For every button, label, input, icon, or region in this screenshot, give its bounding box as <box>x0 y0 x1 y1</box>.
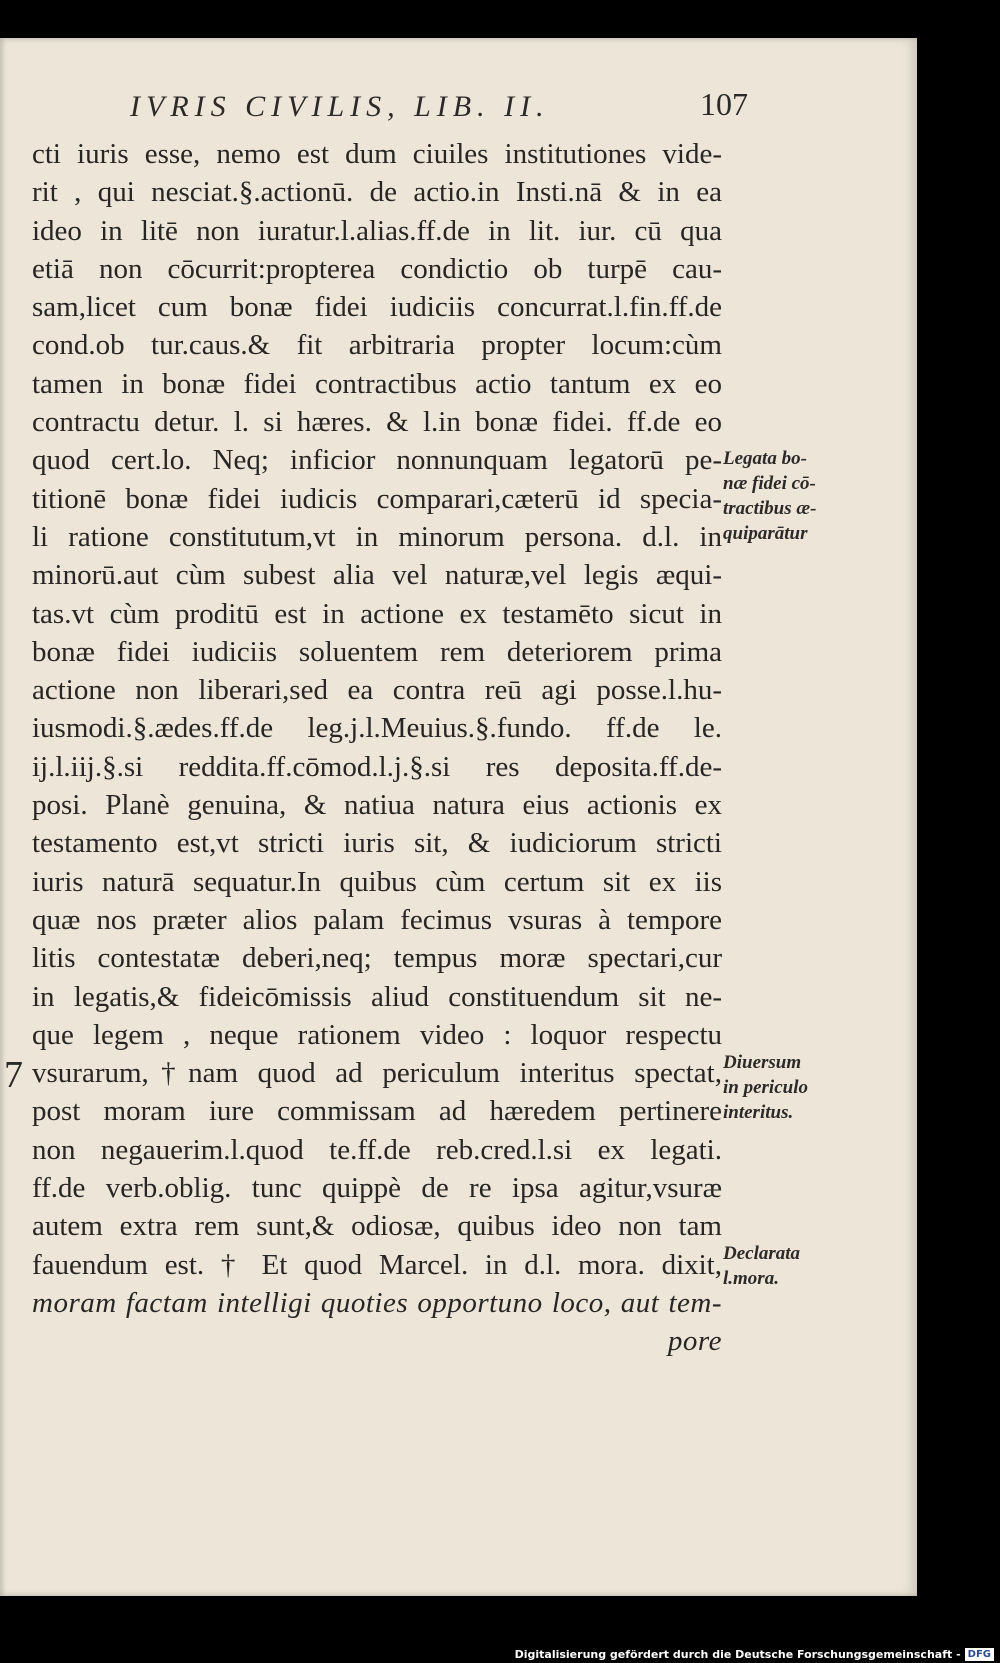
marginal-note-line: interitus. <box>723 1102 794 1123</box>
page-number: 107 <box>700 86 748 122</box>
text-line: in legatis,& fideicōmissis aliud constituendum sit ne- <box>32 980 722 1013</box>
text-line: minorū.aut cùm subest alia vel naturæ,vel legis æqui- <box>32 559 722 592</box>
text-line: pore <box>667 1325 722 1358</box>
text-line: non negauerim.l.quod te.ff.de reb.cred.l.si ex legati. <box>32 1133 722 1166</box>
text-line: li ratione constitutum,vt in minorum persona. d.l. in <box>32 520 722 553</box>
text-line: ideo in litē non iuratur.l.alias.ff.de in lit. iur. cū qua <box>32 214 722 247</box>
dfg-logo: DFG <box>965 1648 994 1661</box>
text-line: posi. Planè genuina, & natiua natura eius actionis ex <box>32 789 722 822</box>
text-line: rit , qui nesciat.§.actionū. de actio.in Insti.nā & in ea <box>32 176 722 209</box>
text-line: fauendum est. † Et quod Marcel. in d.l. mora. dixit, <box>32 1248 722 1281</box>
marginal-note-line: tractibus æ- <box>723 498 817 519</box>
text-line: quod cert.lo. Neq; inficior nonnunquam legatorū pe- <box>32 444 722 477</box>
text-line: litis contestatæ deberi,neq; tempus moræ spectari,cur <box>32 942 722 975</box>
text-line: que legem , neque rationem video : loquor respectu <box>32 1018 722 1051</box>
text-line: bonæ fidei iudiciis soluentem rem deteriorem prima <box>32 635 722 668</box>
digitization-credit <box>515 1648 994 1661</box>
marginal-note-line: in periculo <box>723 1077 808 1098</box>
text-line: titionē bonæ fidei iudicis comparari,cæterū id specia- <box>32 482 722 515</box>
line-marker: 7 <box>4 1054 23 1096</box>
text-line: iuris naturā sequatur.In quibus cùm certum sit ex iis <box>32 865 722 898</box>
text-line: contractu detur. l. si hæres. & l.in bonæ fidei. ff.de eo <box>32 406 722 439</box>
marginal-note-line: quiparātur <box>723 523 808 544</box>
text-line: autem extra rem sunt,& odiosæ, quibus ideo non tam <box>32 1210 722 1243</box>
main-text-block <box>32 135 722 1361</box>
text-line: tamen in bonæ fidei contractibus actio tantum ex eo <box>32 367 722 400</box>
text-line: ij.l.iij.§.si reddita.ff.cōmod.l.j.§.si res deposita.ff.de- <box>32 750 722 783</box>
text-line: etiā non cōcurrit:propterea condictio ob turpē cau- <box>32 252 722 285</box>
text-line: quæ nos præter alios palam fecimus vsuras à tempore <box>32 903 722 936</box>
text-line: iusmodi.§.ædes.ff.de leg.j.l.Meuius.§.fundo. ff.de le. <box>32 712 722 745</box>
text-line: actione non liberari,sed ea contra reū agi posse.l.hu- <box>32 674 722 707</box>
marginal-note-line: Legata bo- <box>723 448 807 469</box>
text-line: ff.de verb.oblig. tunc quippè de re ipsa agitur,vsuræ <box>32 1172 722 1205</box>
text-line: testamento est,vt stricti iuris sit, & iudiciorum stricti <box>32 827 722 860</box>
marginal-note-declarata <box>723 1241 841 1291</box>
text-line: tas.vt cùm proditū est in actione ex testamēto sicut in <box>32 597 722 630</box>
marginal-note-line: l.mora. <box>723 1268 779 1289</box>
text-line: post moram iure commissam ad hæredem pertinere <box>32 1095 722 1128</box>
text-line: sam,licet cum bonæ fidei iudiciis concurrat.l.fin.ff.de <box>32 291 722 324</box>
marginal-note-line: Declarata <box>723 1243 801 1264</box>
text-line: cti iuris esse, nemo est dum ciuiles institutiones vide- <box>32 138 722 170</box>
marginal-note-legata <box>723 446 841 546</box>
text-line: moram factam intelligi quoties opportuno loco, aut tem- <box>32 1286 722 1319</box>
marginal-note-line: Diuersum <box>723 1052 802 1073</box>
credit-text: Digitalisierung gefördert durch die Deutsche Forschungsgemeinschaft - <box>514 1648 961 1661</box>
running-head: IVRIS CIVILIS, LIB. II. <box>130 90 550 123</box>
marginal-note-line: næ fidei cō- <box>723 473 816 494</box>
text-line: vsurarum,†nam quod ad periculum interitus spectat, <box>32 1057 722 1090</box>
marginal-note-diuersum <box>723 1050 841 1125</box>
text-line: cond.ob tur.caus.& fit arbitraria propter locum:cùm <box>32 329 722 362</box>
